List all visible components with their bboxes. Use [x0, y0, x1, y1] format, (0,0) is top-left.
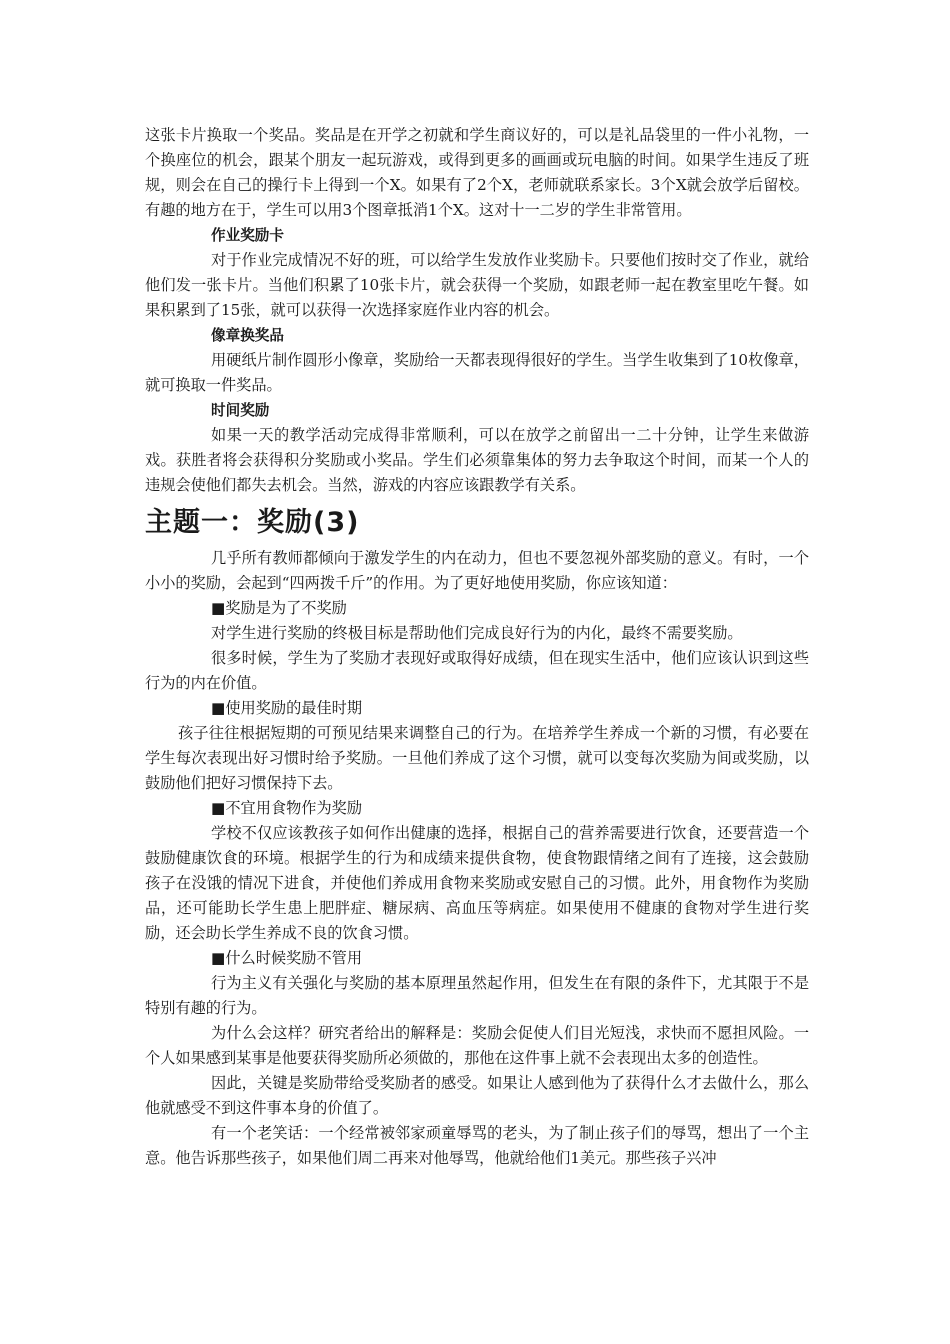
paragraph: 孩子往往根据短期的可预见结果来调整自己的行为。在培养学生养成一个新的习惯，有必要在学生每次表现出好习惯时给予奖励。一旦他们养成了这个习惯，就可以变每次奖励为间或奖励，以鼓励他们把好习惯保持下去。 [145, 724, 809, 792]
paragraph: 因此，关键是奖励带给受奖励者的感受。如果让人感到他为了获得什么才去做什么，那么他就感受不到这件事本身的价值了。 [145, 1074, 809, 1117]
topic-heading: 主题一：奖励(3) [145, 507, 360, 538]
paragraph: 几乎所有教师都倾向于激发学生的内在动力，但也不要忽视外部奖励的意义。有时，一个小小的奖励，会起到“四两拨千斤”的作用。为了更好地使用奖励，你应该知道： [145, 549, 809, 592]
section-subheading: 时间奖励 [211, 402, 270, 419]
bullet-heading: ■使用奖励的最佳时期 [211, 699, 363, 717]
paragraph: 行为主义有关强化与奖励的基本原理虽然起作用，但发生在有限的条件下，尤其限于不是特别有趣的行为。 [145, 974, 809, 1017]
section-subheading: 像章换奖品 [211, 327, 284, 344]
paragraph: 很多时候，学生为了奖励才表现好或取得好成绩，但在现实生活中，他们应该认识到这些行为的内在价值。 [145, 649, 809, 692]
paragraph: 有一个老笑话：一个经常被邻家顽童辱骂的老头，为了制止孩子们的辱骂，想出了一个主意。他告诉那些孩子，如果他们周二再来对他辱骂，他就给他们1美元。那些孩子兴冲 [145, 1124, 809, 1167]
bullet-heading: ■什么时候奖励不管用 [211, 949, 363, 967]
bullet-heading: ■奖励是为了不奖励 [211, 599, 347, 617]
bullet-heading: ■不宜用食物作为奖励 [211, 799, 363, 817]
paragraph: 为什么会这样？研究者给出的解释是：奖励会促使人们目光短浅，求快而不愿担风险。一个人如果感到某事是他要获得奖励所必须做的，那他在这件事上就不会表现出太多的创造性。 [145, 1024, 809, 1067]
paragraph: 这张卡片换取一个奖品。奖品是在开学之初就和学生商议好的，可以是礼品袋里的一件小礼物，一个换座位的机会，跟某个朋友一起玩游戏，或得到更多的画画或玩电脑的时间。如果学生违反了班规，则会在自己的操行卡上得到一个X。如果有了2个X，老师就联系家长。3个X就会放学后留校。有趣的地方在于，学生可以用3个图章抵消1个X。这对十一二岁的学生非常管用。 [145, 126, 809, 219]
paragraph: 对学生进行奖励的终极目标是帮助他们完成良好行为的内化，最终不需要奖励。 [211, 624, 743, 642]
paragraph: 对于作业完成情况不好的班，可以给学生发放作业奖励卡。只要他们按时交了作业，就给他们发一张卡片。当他们积累了10张卡片，就会获得一个奖励，如跟老师一起在教室里吃午餐。如果积累到了15张，就可以获得一次选择家庭作业内容的机会。 [145, 251, 809, 319]
paragraph: 学校不仅应该教孩子如何作出健康的选择，根据自己的营养需要进行饮食，还要营造一个鼓励健康饮食的环境。根据学生的行为和成绩来提供食物，使食物跟情绪之间有了连接，这会鼓励孩子在没饿的情况下进食，并使他们养成用食物来奖励或安慰自己的习惯。此外，用食物作为奖励品，还可能助长学生患上肥胖症、糖尿病、高血压等病症。如果使用不健康的食物对学生进行奖励，还会助长学生养成不良的饮食习惯。 [145, 824, 809, 942]
section-subheading: 作业奖励卡 [211, 227, 284, 244]
paragraph: 用硬纸片制作圆形小像章，奖励给一天都表现得很好的学生。当学生收集到了10枚像章，就可换取一件奖品。 [145, 351, 809, 394]
paragraph: 如果一天的教学活动完成得非常顺利，可以在放学之前留出一二十分钟，让学生来做游戏。获胜者将会获得积分奖励或小奖品。学生们必须靠集体的努力去争取这个时间，而某一个人的违规会使他们都失去机会。当然，游戏的内容应该跟教学有关系。 [145, 426, 809, 494]
document-page [145, 123, 809, 1171]
